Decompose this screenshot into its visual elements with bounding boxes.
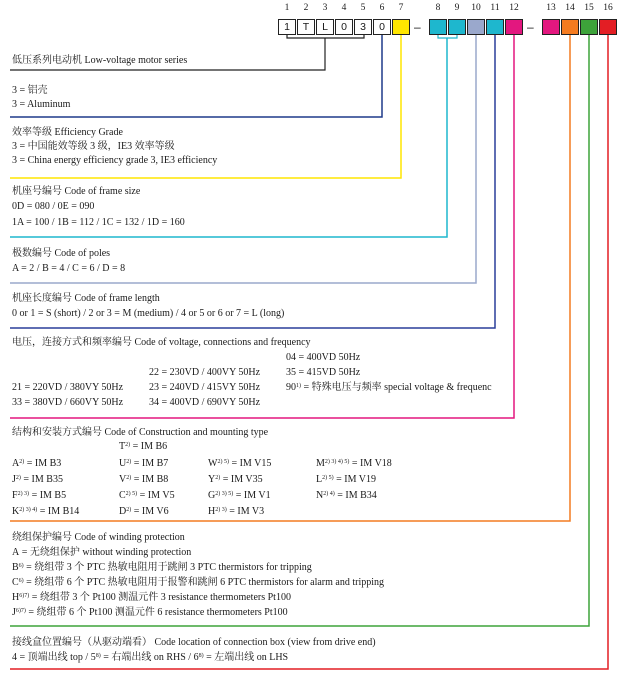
mounting-value: = IM V35	[220, 474, 263, 485]
winding-key: H	[12, 592, 20, 603]
terminal-note: 8)	[95, 653, 101, 659]
mounting-K	[12, 506, 79, 518]
voltage-code-23: 23 = 240VD / 415VY 50Hz	[149, 382, 261, 393]
mounting-note: 2) 3)	[17, 491, 30, 497]
header-dash-1: –	[414, 20, 421, 34]
mounting-value: = IM V3	[226, 506, 265, 517]
winding-key: C	[12, 577, 19, 588]
mounting-value: = IM B34	[334, 490, 377, 501]
poles-title: 极数编号 Code of poles	[12, 248, 111, 259]
mounting-key: N	[316, 490, 324, 501]
poles-line-1: A = 2 / B = 4 / C = 6 / D = 8	[12, 263, 126, 274]
col-num-7: 7	[398, 3, 404, 13]
mounting-note: 2) 5)	[125, 491, 138, 497]
mounting-note: 2)	[126, 507, 132, 513]
col-num-2: 2	[303, 3, 309, 13]
mounting-note: 2) 3) 4) 5)	[324, 459, 350, 465]
housing-line-1: 3 = 铝壳	[12, 85, 48, 96]
voltage-code-33: 33 = 380VD / 660VY 50Hz	[12, 397, 124, 408]
mounting-G	[208, 490, 271, 502]
winding-note: 6)	[18, 563, 24, 569]
terminal-rhs: = 右端出线 on RHS / 6	[100, 652, 199, 663]
mounting-key: L	[316, 474, 323, 485]
code-box-2: T	[297, 19, 315, 35]
terminal-box-codes	[12, 652, 288, 664]
winding-desc: = 绕组带 6 个 PTC 热敏电阻用于报警和跳闸 6 PTC thermistors for alarm and tripping	[23, 577, 385, 588]
voltage-code-34: 34 = 400VD / 690VY 50Hz	[149, 397, 261, 408]
winding-note: 6)	[18, 578, 24, 584]
mounting-value: = IM V18	[349, 458, 392, 469]
frame-size-line-2: 1A = 100 / 1B = 112 / 1C = 132 / 1D = 160	[12, 217, 185, 228]
voltage-code-90	[286, 382, 492, 394]
mounting-note: 2)	[126, 459, 132, 465]
col-num-11: 11	[490, 3, 500, 13]
winding-row-H	[12, 592, 291, 604]
mounting-note: 2)	[125, 442, 131, 448]
mounting-note: 2) 4)	[323, 491, 335, 497]
mounting-note: 2) 5)	[217, 459, 229, 465]
mounting-note: 2)	[126, 475, 132, 481]
mounting-key: W	[208, 458, 218, 469]
frame-length-title: 机座长度编号 Code of frame length	[12, 293, 160, 304]
efficiency-line-2: 3 = China energy efficiency grade 3, IE3 efficiency	[12, 155, 218, 166]
mounting-value: = IM V1	[233, 490, 271, 501]
mounting-M	[316, 458, 392, 470]
col-num-13: 13	[546, 3, 556, 13]
winding-note: 6)7)	[19, 593, 30, 599]
voltage-code-21: 21 = 220VD / 380VY 50Hz	[12, 382, 124, 393]
mounting-note: 2)	[19, 459, 25, 465]
col-num-14: 14	[565, 3, 575, 13]
col-num-1: 1	[284, 3, 290, 13]
mounting-Y	[208, 474, 263, 486]
frame-length-line-1: 0 or 1 = S (short) / 2 or 3 = M (medium) / 4 or 5 or 6 or 7 = L (long)	[12, 308, 285, 319]
mounting-key: T	[119, 441, 126, 452]
voltage-code-22: 22 = 230VD / 400VY 50Hz	[149, 367, 261, 378]
col-num-9: 9	[454, 3, 460, 13]
mounting-key: M	[316, 458, 325, 469]
winding-desc: = 绕组带 3 个 Pt100 测温元件 3 resistance thermometers Pt100	[29, 592, 291, 603]
winding-row-J	[12, 607, 288, 619]
mounting-key: H	[208, 506, 216, 517]
winding-row-A	[12, 547, 191, 559]
code-box-3: L	[316, 19, 334, 35]
mounting-N	[316, 490, 377, 502]
line-col14	[10, 35, 570, 521]
col-num-16: 16	[603, 3, 613, 13]
mounting-key: J	[12, 474, 16, 485]
winding-title: 绕组保护编号 Code of winding protection	[12, 532, 185, 543]
mounting-C	[119, 490, 175, 502]
bracket-series	[287, 35, 364, 38]
mounting-L	[316, 474, 376, 486]
mounting-T	[119, 441, 167, 453]
mounting-key: Y	[208, 474, 216, 485]
mounting-value: = IM V15	[228, 458, 272, 469]
mounting-title: 结构和安装方式编号 Code of Construction and mounting type	[12, 427, 269, 438]
frame-size-line-1: 0D = 080 / 0E = 090	[12, 201, 95, 212]
mounting-key: K	[12, 506, 20, 517]
code-box-6: 0	[373, 19, 391, 35]
winding-row-C	[12, 577, 384, 589]
mounting-U	[119, 458, 168, 470]
bracket-col8-9	[438, 35, 457, 38]
series-title: 低压系列电动机 Low-voltage motor series	[12, 55, 188, 66]
efficiency-line-1: 3 = 中国能效等级 3 级，IE3 效率等级	[12, 141, 175, 152]
winding-key: A	[12, 547, 20, 558]
col-num-5: 5	[360, 3, 366, 13]
mounting-key: V	[119, 474, 127, 485]
mounting-H	[208, 506, 264, 518]
winding-desc: = 绕组带 6 个 Pt100 测温元件 6 resistance thermometers Pt100	[25, 607, 288, 618]
mounting-note: 2) 3) 5)	[215, 491, 234, 497]
terminal-top: 4 = 顶端出线 top / 5	[12, 652, 96, 663]
mounting-note: 2) 3) 4)	[19, 507, 38, 513]
code-box-4: 0	[335, 19, 353, 35]
terminal-note: 8)	[198, 653, 204, 659]
mounting-value: = IM B14	[37, 506, 80, 517]
col-num-10: 10	[471, 3, 481, 13]
mounting-note: 2)	[15, 475, 21, 481]
mounting-value: = IM V19	[333, 474, 377, 485]
winding-note: 6)7)	[15, 608, 26, 614]
line-col11	[10, 35, 495, 328]
winding-key: J	[12, 607, 16, 618]
mounting-key: D	[119, 506, 127, 517]
mounting-A	[12, 458, 61, 470]
terminal-lhs: = 左端出线 on LHS	[203, 652, 289, 663]
col-num-3: 3	[322, 3, 328, 13]
voltage-code-04: 04 = 400VD 50Hz	[286, 352, 361, 363]
housing-line-2: 3 = Aluminum	[12, 99, 71, 110]
col-num-12: 12	[509, 3, 519, 13]
winding-desc: = 绕组带 3 个 PTC 热敏电阻用于跳闸 3 PTC thermistors for tripping	[23, 562, 312, 573]
header-dash-2: –	[527, 20, 534, 34]
voltage-code-90-note: 1)	[296, 383, 301, 389]
frame-size-title: 机座号编号 Code of frame size	[12, 186, 141, 197]
mounting-key: C	[119, 490, 126, 501]
mounting-value: = IM V6	[131, 506, 169, 517]
col-num-6: 6	[379, 3, 385, 13]
winding-desc: = 无绕组保护 without winding protection	[19, 547, 192, 558]
mounting-value: = IM V5	[137, 490, 175, 501]
voltage-title: 电压，连接方式和频率编号 Code of voltage, connections and frequency	[12, 337, 311, 348]
mounting-value: = IM B8	[131, 474, 169, 485]
code-box-1: 1	[278, 19, 296, 35]
col-num-4: 4	[341, 3, 347, 13]
voltage-code-90-key: 90	[286, 382, 296, 393]
mounting-key: G	[208, 490, 216, 501]
mounting-note: 2) 3)	[215, 507, 227, 513]
mounting-key: U	[119, 458, 127, 469]
mounting-note: 2)	[215, 475, 221, 481]
mounting-key: A	[12, 458, 20, 469]
mounting-V	[119, 474, 168, 486]
mounting-value: = IM B5	[29, 490, 67, 501]
mounting-key: F	[12, 490, 18, 501]
winding-key: B	[12, 562, 19, 573]
mounting-W	[208, 458, 271, 470]
mounting-D	[119, 506, 169, 518]
efficiency-title: 效率等级 Efficiency Grade	[12, 127, 123, 138]
mounting-J	[12, 474, 63, 486]
mounting-F	[12, 490, 66, 502]
mounting-value: = IM B3	[24, 458, 62, 469]
mounting-value: = IM B35	[20, 474, 63, 485]
voltage-code-90-desc: = 特殊电压与频率 special voltage & frequenc	[301, 382, 492, 393]
col-num-8: 8	[435, 3, 441, 13]
terminal-box-title: 接线盒位置编号（从驱动端看） Code location of connection box (view from drive end)	[12, 637, 376, 648]
code-box-5: 3	[354, 19, 372, 35]
mounting-value: = IM B7	[131, 458, 169, 469]
winding-row-B	[12, 562, 312, 574]
mounting-value: = IM B6	[130, 441, 168, 452]
mounting-note: 2) 5)	[322, 475, 334, 481]
voltage-code-35: 35 = 415VD 50Hz	[286, 367, 361, 378]
col-num-15: 15	[584, 3, 594, 13]
